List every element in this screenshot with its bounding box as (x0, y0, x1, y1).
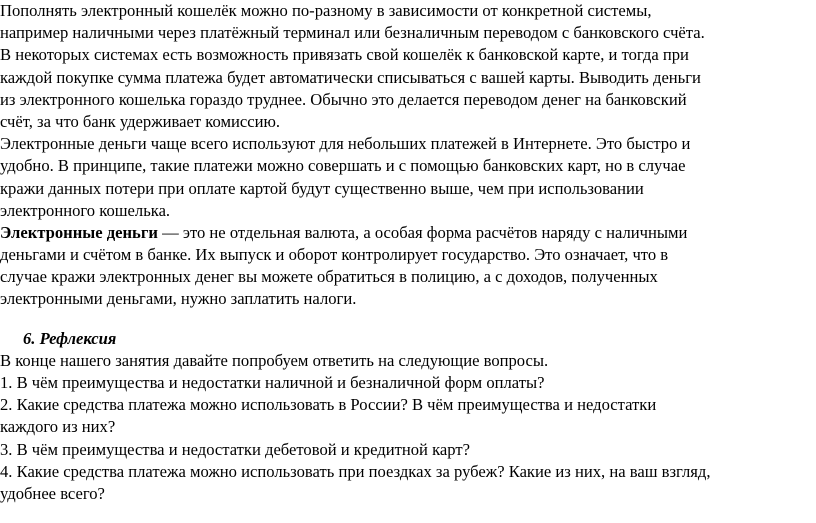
text-line: например наличными через платёжный терминал или безналичным переводом с банковского счёта. (0, 23, 705, 43)
text-line: из электронного кошелька гораздо труднее. Обычно это делается переводом денег на банковский (0, 89, 687, 109)
text-line: электронного кошелька. (0, 200, 171, 220)
text-line: электронными деньгами, нужно заплатить налоги. (0, 289, 357, 309)
text-line: удобно. В принципе, такие платежи можно совершать и с помощью банковских карт, но в случае (0, 156, 686, 176)
question-line: каждого из них? (0, 417, 116, 437)
text-line: деньгами и счётом в банке. Их выпуск и оборот контролирует государство. Это означает, что в (0, 245, 669, 265)
section-intro: В конце нашего занятия давайте попробуем ответить на следующие вопросы. (0, 350, 549, 370)
paragraph-electronic-money-definition (0, 222, 816, 311)
section-reflection (0, 328, 816, 506)
question-line: 4. Какие средства платежа можно использовать при поездках за рубеж? Какие из них, на ваш взгляд, (0, 461, 711, 481)
text-line: каждой покупке сумма платежа будет автоматически списываться с вашей карты. Выводить деньги (0, 67, 701, 87)
definition-text: — это не отдельная валюта, а особая форма расчётов наряду с наличными (157, 222, 688, 242)
question-line: удобнее всего? (0, 483, 105, 503)
section-spacer (0, 311, 816, 328)
question-line: 3. В чём преимущества и недостатки дебетовой и кредитной карт? (0, 439, 470, 459)
text-line: В некоторых системах есть возможность привязать свой кошелёк к банковской карте, и тогда при (0, 45, 689, 65)
question-line: 2. Какие средства платежа можно использовать в России? В чём преимущества и недостатки (0, 395, 657, 415)
section-heading: 6. Рефлексия (23, 328, 117, 348)
paragraph-electronic-money-usage (0, 133, 816, 222)
definition-term: Электронные деньги (0, 222, 158, 242)
text-line: кражи данных потери при оплате картой будут существенно выше, чем при использовании (0, 178, 644, 198)
question-line: 1. В чём преимущества и недостатки наличной и безналичной форм оплаты? (0, 373, 545, 392)
text-line: случае кражи электронных денег вы можете обратиться в полицию, а с доходов, полученных (0, 267, 658, 287)
text-line: счёт, за что банк удерживает комиссию. (0, 111, 281, 131)
paragraph-wallet-topup (0, 0, 816, 133)
text-line: Электронные деньги чаще всего используют для небольших платежей в Интернете. Это быстро и (0, 134, 691, 154)
definition-line (0, 222, 816, 244)
text-line: Пополнять электронный кошелёк можно по-разному в зависимости от конкретной системы, (0, 1, 652, 20)
